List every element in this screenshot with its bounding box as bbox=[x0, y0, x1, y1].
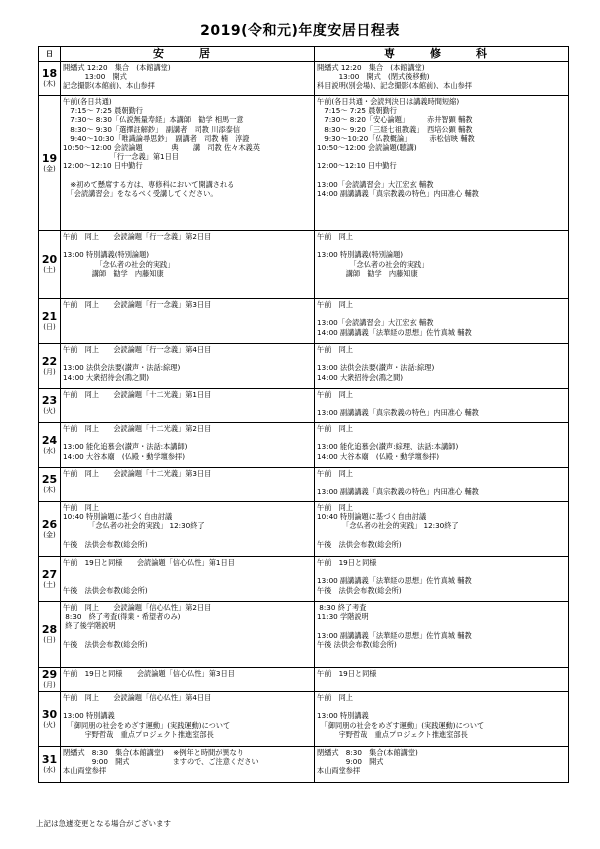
senshu-line bbox=[317, 354, 566, 363]
ango-line: 14:00 大衆招待会(鴻之間) bbox=[63, 372, 150, 382]
weekday: (火) bbox=[43, 407, 56, 415]
table-row bbox=[39, 692, 569, 747]
day-cell bbox=[39, 299, 61, 344]
senshu-line: 開繙式 12:20 集合 (本館講堂) bbox=[317, 63, 425, 72]
ango-line: 午前 19日と同様 会読論題「信心仏性」第1日目 bbox=[63, 558, 235, 567]
day-number: 25 bbox=[41, 473, 58, 486]
senshu-line: 午前 同上 bbox=[317, 390, 353, 399]
senshu-cell bbox=[315, 62, 569, 96]
weekday: (月) bbox=[43, 681, 56, 689]
senshu-line: 13:00 副講講義「法華経の思想」佐竹真城 輔教 bbox=[317, 576, 472, 586]
senshu-cell bbox=[315, 299, 569, 344]
senshu-line bbox=[317, 152, 566, 161]
senshu-line bbox=[317, 702, 566, 711]
day-number: 21 bbox=[41, 309, 58, 323]
day-number: 28 bbox=[41, 623, 58, 636]
day-cell bbox=[39, 468, 61, 502]
ango-cell bbox=[61, 389, 315, 423]
senshu-line: 午前 同上 bbox=[317, 503, 353, 512]
ango-line: 記念撮影(本館前)、本山参拝 bbox=[63, 81, 155, 91]
senshu-line: 13:00 特別講義(特別論題) bbox=[317, 250, 404, 260]
day-cell bbox=[39, 502, 61, 557]
senshu-line bbox=[317, 399, 566, 408]
header-day: 日 bbox=[39, 47, 61, 62]
senshu-line: 閉繙式 8:30 集合(本館講堂) bbox=[317, 748, 418, 757]
ango-cell bbox=[61, 747, 315, 783]
table-row bbox=[39, 423, 569, 468]
senshu-cell bbox=[315, 502, 569, 557]
senshu-line: 7:15～ 7:25 晨朝勤行 bbox=[317, 106, 397, 116]
weekday: (火) bbox=[43, 720, 56, 729]
day-number: 29 bbox=[41, 668, 58, 681]
day-cell bbox=[39, 557, 61, 602]
senshu-cell bbox=[315, 747, 569, 783]
table-row bbox=[39, 299, 569, 344]
table-row bbox=[39, 502, 569, 557]
weekday: (水) bbox=[43, 766, 56, 774]
table-row bbox=[39, 96, 569, 231]
senshu-cell bbox=[315, 231, 569, 299]
ango-line: 午前 同上 会読論題「十二光義」第1日目 bbox=[63, 390, 212, 399]
ango-cell bbox=[61, 231, 315, 299]
ango-line: 8:30 終了考査(得業・希望者のみ) bbox=[63, 612, 181, 622]
ango-line bbox=[63, 354, 312, 363]
table-row bbox=[39, 231, 569, 299]
ango-line: ※初めて懸席する方は、専修科において開講される bbox=[63, 179, 235, 189]
senshu-line: 午前 同上 bbox=[317, 232, 353, 241]
header-row bbox=[39, 47, 569, 62]
senshu-line: 午後 法供会布教(総会所) bbox=[317, 639, 397, 649]
weekday: (日) bbox=[43, 636, 56, 644]
senshu-line: 「念仏者の社会的実践」 bbox=[317, 259, 429, 269]
ango-line: 7:30～ 8:30「仏説無量寿経」本講師 勧学 相馬一意 bbox=[63, 115, 244, 125]
ango-line: 本山両堂参拝 bbox=[63, 766, 107, 776]
header-ango: 安 居 bbox=[61, 47, 315, 62]
table-row bbox=[39, 344, 569, 389]
senshu-cell bbox=[315, 423, 569, 468]
table-row bbox=[39, 62, 569, 96]
senshu-line: 午前(各日共通・会読判決日は講義時間短縮) bbox=[317, 97, 460, 106]
weekday: (木) bbox=[43, 80, 56, 88]
senshu-line: 午前 19日と同様 bbox=[317, 669, 377, 678]
ango-line: 午前 同上 会読論題「十二光義」第3日目 bbox=[63, 469, 212, 478]
ango-line: 12:00～12:10 日中勤行 bbox=[63, 161, 143, 171]
ango-line: 「念仏者の社会的実践」 bbox=[63, 259, 175, 269]
senshu-cell bbox=[315, 344, 569, 389]
ango-line: 午前 同上 会読論題「信心仏性」第2日目 bbox=[63, 603, 212, 612]
ango-line bbox=[63, 702, 312, 711]
ango-cell bbox=[61, 344, 315, 389]
ango-line: 9:40～10:30「唯識論尋思鈔」 副講者 司教 楠 淳證 bbox=[63, 133, 250, 143]
ango-line: 10:40 特別論題に基づく自由討議 bbox=[63, 512, 173, 522]
senshu-cell bbox=[315, 96, 569, 231]
ango-line bbox=[63, 631, 312, 640]
day-cell bbox=[39, 668, 61, 692]
senshu-cell bbox=[315, 602, 569, 668]
ango-line: 13:00 特別講義(特別論題) bbox=[63, 250, 150, 260]
senshu-line bbox=[317, 567, 566, 576]
ango-line bbox=[63, 241, 312, 250]
senshu-line: 午前 同上 bbox=[317, 300, 353, 309]
senshu-cell bbox=[315, 468, 569, 502]
ango-line: 午前 同上 会読論題「行一念義」第2日目 bbox=[63, 232, 212, 241]
day-number: 19 bbox=[41, 151, 58, 165]
ango-line: 午前 同上 会読論題「行一念義」第3日目 bbox=[63, 300, 212, 309]
senshu-line: 午前 同上 bbox=[317, 469, 353, 478]
ango-line: 13:00 開式 bbox=[63, 72, 127, 82]
senshu-line: 10:40 特別論題に基づく自由討議 bbox=[317, 512, 427, 522]
senshu-line: 9:30～10:20「仏教概論」 赤松信映 輔教 bbox=[317, 133, 475, 143]
senshu-line: 14:00 大谷本廟 (仏殿・動学壇参拝) bbox=[317, 451, 440, 461]
page-title: 2019(令和元)年度安居日程表 bbox=[200, 23, 400, 39]
ango-line: 開繙式 12:20 集合 (本館講堂) bbox=[63, 63, 171, 72]
day-cell bbox=[39, 62, 61, 96]
weekday: (木) bbox=[43, 486, 56, 494]
ango-line: 終了後学階説明 bbox=[63, 621, 116, 631]
ango-cell bbox=[61, 299, 315, 344]
ango-line: 7:15～ 7:25 晨朝勤行 bbox=[63, 106, 143, 116]
schedule-body bbox=[39, 62, 569, 783]
ango-line: 午前 同上 会読論題「信心仏性」第4日目 bbox=[63, 693, 212, 702]
senshu-line: 8:30 終了考査 bbox=[317, 603, 367, 612]
senshu-line: 13:00「会読講習会」大江宏玄 輔教 bbox=[317, 318, 434, 328]
ango-line: 「会読講習会」をなるべく受講してください。 bbox=[63, 188, 218, 198]
senshu-line bbox=[317, 433, 566, 442]
ango-line: 13:00 能化追慕会(讃声・法話:本講師) bbox=[63, 442, 188, 452]
senshu-line: 「念仏者の社会的実践」 12:30終了 bbox=[317, 521, 459, 531]
day-cell bbox=[39, 692, 61, 747]
senshu-line: 14:00 大衆招待会(鴻之間) bbox=[317, 372, 404, 382]
senshu-line: 13:00 副講講義「真宗教義の特色」内田准心 輔教 bbox=[317, 487, 479, 497]
ango-line bbox=[63, 433, 312, 442]
senshu-line bbox=[317, 241, 566, 250]
weekday: (金) bbox=[43, 164, 56, 173]
header-senshu: 専 修 科 bbox=[315, 47, 569, 62]
ango-line: 午前 同上 bbox=[63, 503, 99, 512]
senshu-line: 13:00 副講講義「法華経の思想」佐竹真城 輔教 bbox=[317, 630, 472, 640]
senshu-line: 13:00 能化追慕会(讃声:綜理、法話:本講師) bbox=[317, 442, 459, 452]
senshu-line: 午前 19日と同様 bbox=[317, 558, 377, 567]
weekday: (金) bbox=[43, 530, 56, 539]
senshu-cell bbox=[315, 389, 569, 423]
ango-line: 8:30～ 9:30「選擇註解鈔」 副講者 司教 川添泰信 bbox=[63, 124, 241, 134]
senshu-line: 9:00 開式 bbox=[317, 757, 384, 767]
ango-line: 13:00 法供会法要(讃声・法話:綜理) bbox=[63, 363, 181, 373]
ango-line: 午前 同上 会読論題「行一念義」第4日目 bbox=[63, 345, 212, 354]
day-number: 31 bbox=[41, 753, 58, 766]
senshu-line: 午前 同上 bbox=[317, 424, 353, 433]
senshu-line bbox=[317, 478, 566, 487]
day-number: 18 bbox=[41, 67, 58, 80]
table-row bbox=[39, 557, 569, 602]
day-number: 26 bbox=[41, 517, 58, 531]
table-row bbox=[39, 668, 569, 692]
ango-line bbox=[63, 576, 312, 585]
ango-line: 講師 勧学 内藤知康 bbox=[63, 268, 164, 278]
ango-line: 午後 法供会布教(総会所) bbox=[63, 539, 148, 549]
senshu-line: 科目説明(別会場)、記念撮影(本館前)、本山参拝 bbox=[317, 81, 472, 91]
day-cell bbox=[39, 747, 61, 783]
weekday: (日) bbox=[43, 322, 56, 331]
senshu-line: 7:30～ 8:20「安心論題」 赤井智顕 輔教 bbox=[317, 115, 473, 125]
ango-line bbox=[63, 171, 312, 180]
ango-line: 午前 19日と同様 会読論題「信心仏性」第3日目 bbox=[63, 669, 235, 678]
ango-cell bbox=[61, 602, 315, 668]
day-cell bbox=[39, 344, 61, 389]
senshu-line: 14:00 副講講義「法華経の思想」佐竹真城 輔教 bbox=[317, 327, 472, 337]
ango-line bbox=[63, 531, 312, 540]
senshu-cell bbox=[315, 668, 569, 692]
day-number: 30 bbox=[41, 707, 58, 721]
table-row bbox=[39, 468, 569, 502]
senshu-line: 12:00～12:10 日中勤行 bbox=[317, 161, 397, 171]
ango-cell bbox=[61, 96, 315, 231]
senshu-line: 14:00 副講講義「真宗教義の特色」内田准心 輔教 bbox=[317, 188, 479, 198]
ango-cell bbox=[61, 557, 315, 602]
senshu-line: 13:00 法供会法要(讃声・法話:綜理) bbox=[317, 363, 435, 373]
table-row bbox=[39, 389, 569, 423]
day-number: 24 bbox=[41, 433, 58, 447]
senshu-line: 午前 同上 bbox=[317, 345, 353, 354]
senshu-line: 13:00 開式 (閉式後移動) bbox=[317, 72, 430, 82]
senshu-line bbox=[317, 171, 566, 180]
senshu-line: 13:00 特別講義 bbox=[317, 711, 369, 721]
senshu-line: 午後 法供会布教(総会所) bbox=[317, 539, 402, 549]
ango-cell bbox=[61, 62, 315, 96]
senshu-line: 本山両堂参拝 bbox=[317, 766, 361, 776]
ango-line: 10:50～12:00 会読論題 典 講 司教 佐々木義英 bbox=[63, 142, 260, 152]
footer-note: 上記は急遽変更となる場合がございます bbox=[36, 819, 171, 828]
senshu-line: 8:30～ 9:20「三経七祖教義」 西培公顕 輔教 bbox=[317, 124, 473, 134]
senshu-line bbox=[317, 309, 566, 318]
day-number: 27 bbox=[41, 567, 58, 581]
senshu-line: 「御同朋の社会をめざす運動」(実践運動)について bbox=[317, 720, 485, 730]
ango-line: 「行一念義」第1日目 bbox=[63, 152, 179, 162]
senshu-line: 午後 法供会布教(総会所) bbox=[317, 585, 402, 595]
senshu-line: 午前 同上 bbox=[317, 693, 353, 702]
senshu-line: 宇野哲哉 重点プロジェクト推進室部長 bbox=[317, 729, 468, 739]
ango-line: 午前 同上 会読論題「十二光義」第2日目 bbox=[63, 424, 212, 433]
ango-line: 9:00 開式 ますので、ご注意ください bbox=[63, 757, 259, 767]
table-row bbox=[39, 602, 569, 668]
ango-line: 「念仏者の社会的実践」 12:30終了 bbox=[63, 521, 205, 531]
weekday: (土) bbox=[43, 580, 56, 589]
day-number: 23 bbox=[41, 394, 58, 407]
senshu-line: 10:50～12:00 会読論題(聴講) bbox=[317, 142, 417, 152]
weekday: (土) bbox=[43, 266, 56, 274]
day-number: 20 bbox=[41, 253, 58, 266]
ango-line bbox=[63, 567, 312, 576]
senshu-line: 11:30 学階説明 bbox=[317, 612, 369, 622]
day-cell bbox=[39, 602, 61, 668]
schedule-table bbox=[38, 46, 569, 783]
senshu-line: 13:00 副講講義「真宗教義の特色」内田准心 輔教 bbox=[317, 408, 479, 418]
ango-line: 午後 法供会布教(総会所) bbox=[63, 585, 148, 595]
ango-cell bbox=[61, 502, 315, 557]
ango-line: 宇野哲哉 重点プロジェクト推進室部長 bbox=[63, 729, 214, 739]
day-cell bbox=[39, 423, 61, 468]
weekday: (水) bbox=[43, 446, 56, 455]
ango-cell bbox=[61, 423, 315, 468]
ango-line: 「御同朋の社会をめざす運動」(実践運動)について bbox=[63, 720, 231, 730]
day-cell bbox=[39, 96, 61, 231]
ango-cell bbox=[61, 468, 315, 502]
senshu-line bbox=[317, 621, 566, 630]
senshu-line: 講師 勧学 内藤知康 bbox=[317, 268, 418, 278]
day-cell bbox=[39, 231, 61, 299]
senshu-cell bbox=[315, 692, 569, 747]
day-number: 22 bbox=[41, 354, 58, 368]
ango-line: 14:00 大谷本廟 (仏殿・動学壇参拝) bbox=[63, 451, 186, 461]
senshu-line bbox=[317, 531, 566, 540]
senshu-line: 13:00「会読講習会」大江宏玄 輔教 bbox=[317, 179, 434, 189]
ango-line: 午後 法供会布教(総会所) bbox=[63, 639, 148, 649]
day-cell bbox=[39, 389, 61, 423]
ango-line: 13:00 特別講義 bbox=[63, 711, 115, 721]
senshu-cell bbox=[315, 557, 569, 602]
ango-cell bbox=[61, 692, 315, 747]
ango-line: 閉繙式 8:30 集合(本館講堂) ※例年と時間が異なり bbox=[63, 748, 244, 757]
ango-cell bbox=[61, 668, 315, 692]
weekday: (月) bbox=[43, 367, 56, 376]
ango-line: 午前(各日共通) bbox=[63, 97, 112, 106]
table-row bbox=[39, 747, 569, 783]
